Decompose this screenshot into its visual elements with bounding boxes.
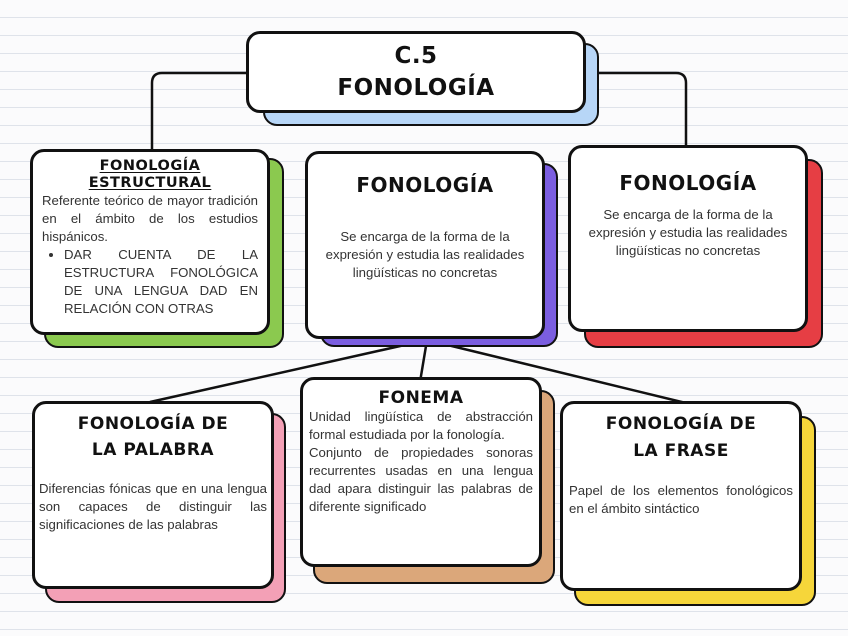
connector-main-left <box>152 73 248 150</box>
structural-bullet: • DAR CUENTA DE LA ESTRUCTURA FONOLÓGICA DE UNA LENGUA DAD EN RELACIÓN CON OTRAS <box>64 246 258 318</box>
fonema-text1: Unidad lingüística de abstracción formal estudiada por la fonología. <box>309 409 533 442</box>
word-title-line2: LA PALABRA <box>91 440 215 460</box>
main-title-card <box>246 31 586 113</box>
structural-card <box>30 149 270 335</box>
structural-bullet-list <box>42 246 258 318</box>
structural-text: Referente teórico de mayor tradición en el ámbito de los estudios hispánicos. <box>42 193 258 244</box>
right-card-title: FONOLOGÍA <box>619 171 757 195</box>
word-title-line1: FONOLOGÍA DE <box>77 414 229 434</box>
fonema-title: FONEMA <box>378 388 464 408</box>
right-card-text: Se encarga de la forma de la expresión y estudia las realidades lingüísticas no concretas <box>588 207 788 258</box>
structural-title: FONOLOGÍA ESTRUCTURAL <box>88 158 212 191</box>
center-card-title: FONOLOGÍA <box>356 173 494 197</box>
center-card <box>305 151 545 339</box>
main-title: FONOLOGÍA <box>337 75 495 101</box>
phrase-title-line1: FONOLOGÍA DE <box>605 414 757 434</box>
main-code: C.5 <box>394 43 438 69</box>
phrase-card <box>560 401 802 591</box>
word-card <box>32 401 274 589</box>
fonema-card <box>300 377 542 567</box>
phrase-text: Papel de los elementos fonológicos en el ámbito sintáctico <box>569 483 793 516</box>
connector-main-right <box>585 73 686 150</box>
word-text: Diferencias fónicas que en una lengua son capaces de distinguir las significaciones de las palabras <box>39 481 267 532</box>
center-card-text: Se encarga de la forma de la expresión y estudia las realidades lingüísticas no concretas <box>325 229 525 280</box>
fonema-text2: Conjunto de propiedades sonoras recurrentes usadas en una lengua dad apara distinguir las palabras de diferente significado <box>309 445 533 514</box>
phrase-title-line2: LA FRASE <box>633 441 729 461</box>
right-card <box>568 145 808 332</box>
